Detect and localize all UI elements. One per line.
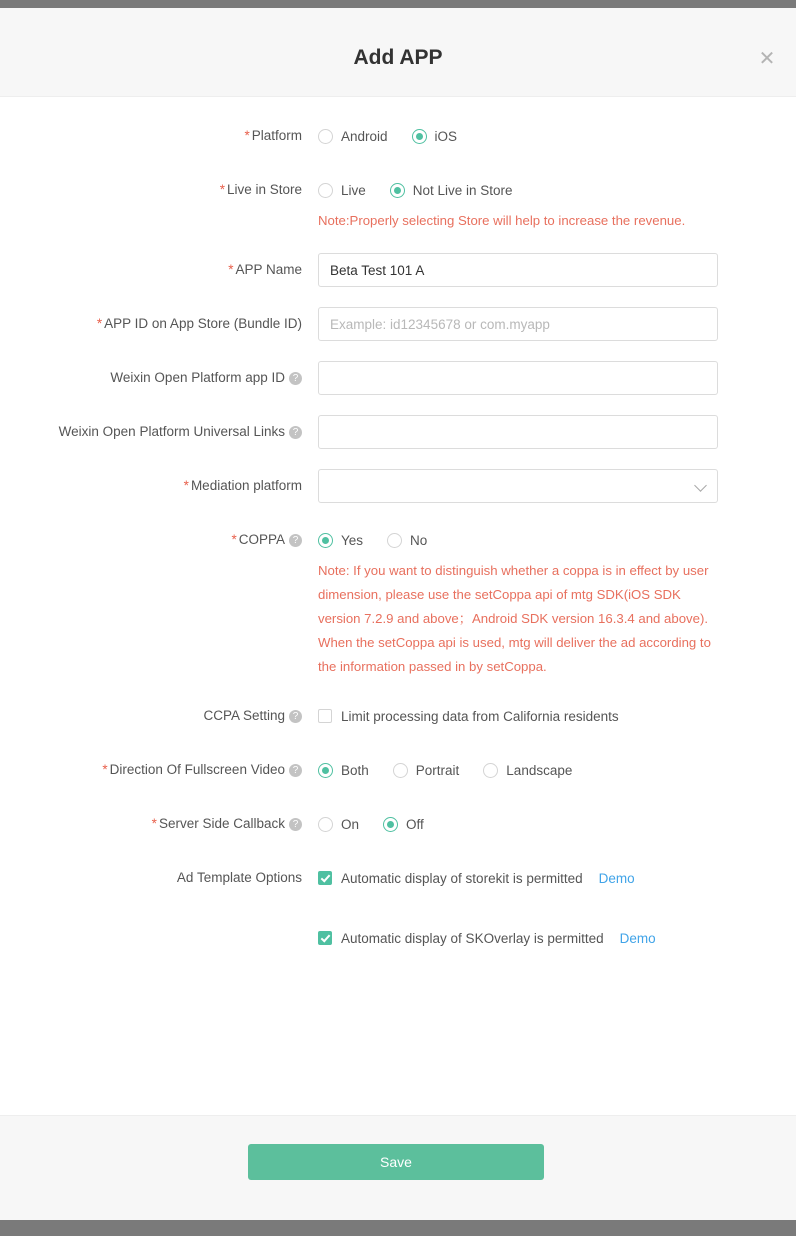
radio-icon [393, 763, 408, 778]
add-app-form [0, 97, 796, 1115]
field-row-live-in-store [0, 173, 736, 233]
add-app-modal [0, 8, 796, 1220]
required-marker: * [102, 762, 108, 777]
radio-coppa-yes[interactable] [318, 533, 363, 548]
modal-header [0, 8, 796, 97]
checkbox-icon-checked [318, 931, 332, 945]
checkbox-label: Automatic display of storekit is permitted [341, 870, 583, 886]
label-direction-fullscreen-video: * Direction Of Fullscreen Video ? [0, 753, 318, 787]
radio-label: Yes [341, 532, 364, 548]
browser-chrome-top [0, 0, 796, 8]
app-id-input[interactable] [318, 307, 718, 341]
chevron-down-icon [694, 479, 707, 492]
label-weixin-app-id: Weixin Open Platform app ID ? [0, 361, 318, 395]
radio-icon [318, 183, 333, 198]
field-row-server-side-callback [0, 807, 736, 841]
field-ccpa [318, 699, 736, 733]
radio-group-server-side-callback [318, 807, 736, 841]
field-row-platform [0, 119, 736, 153]
required-marker: * [151, 816, 157, 831]
checkbox-skoverlay[interactable] [318, 921, 736, 955]
save-button[interactable]: Save [248, 1144, 544, 1180]
radio-label: Off [406, 816, 424, 832]
radio-label: Portrait [415, 762, 460, 778]
note-coppa: Note: If you want to distinguish whether a coppa is in effect by user dimension, please use the setCoppa api of mtg SDK(iOS SDK version 7.2.9 and above；Android SDK version 16.3.4 and above). When the setCoppa api is used, mtg will deliver the ad according to the information passed in by setCoppa. [318, 563, 711, 674]
checkbox-icon-checked [318, 871, 332, 885]
radio-label: Live [341, 182, 366, 198]
field-row-ccpa [0, 699, 736, 733]
close-icon[interactable]: ✕ [758, 48, 776, 70]
field-row-weixin-app-id [0, 361, 736, 395]
radio-label: No [410, 532, 428, 548]
field-weixin-universal-links [318, 415, 736, 449]
required-marker: * [244, 128, 250, 143]
label-mediation-platform: * Mediation platform [183, 478, 302, 493]
checkbox-icon [318, 709, 332, 723]
label-server-side-callback: * Server Side Callback ? [0, 807, 318, 841]
mediation-platform-select[interactable] [318, 469, 718, 503]
required-marker: * [228, 262, 234, 277]
radio-group-coppa [318, 523, 736, 557]
radio-icon [318, 817, 333, 832]
radio-icon [483, 763, 498, 778]
radio-icon-selected [412, 129, 427, 144]
field-platform [318, 119, 736, 153]
field-direction-fullscreen-video [318, 753, 736, 787]
help-icon[interactable]: ? [289, 372, 302, 385]
required-marker: * [219, 182, 225, 197]
field-coppa [318, 523, 736, 679]
field-weixin-app-id [318, 361, 736, 395]
field-row-mediation-platform [0, 469, 736, 503]
label-ccpa: CCPA Setting ? [0, 699, 318, 733]
demo-link-storekit[interactable]: Demo [598, 870, 635, 886]
help-icon[interactable]: ? [289, 534, 302, 547]
radio-platform-ios[interactable] [412, 129, 458, 144]
radio-label: Landscape [506, 762, 573, 778]
label-ad-template-options: Ad Template Options [176, 870, 302, 885]
radio-icon [318, 129, 333, 144]
field-server-side-callback [318, 807, 736, 841]
label-live-in-store: * Live in Store [219, 182, 302, 197]
label-weixin-universal-links: Weixin Open Platform Universal Links ? [0, 415, 318, 449]
help-icon[interactable]: ? [289, 818, 302, 831]
radio-direction-landscape[interactable] [483, 763, 572, 778]
checkbox-storekit[interactable] [318, 861, 736, 895]
radio-group-live-in-store [318, 173, 736, 207]
radio-group-direction [318, 753, 736, 787]
radio-not-live-in-store[interactable] [390, 183, 513, 198]
weixin-app-id-input[interactable] [318, 361, 718, 395]
label-coppa: * COPPA ? [0, 523, 318, 557]
label-app-id: * APP ID on App Store (Bundle ID) [96, 316, 302, 331]
radio-icon-selected [390, 183, 405, 198]
field-mediation-platform [318, 469, 736, 503]
app-name-input[interactable] [318, 253, 718, 287]
field-row-app-name [0, 253, 736, 287]
field-row-weixin-universal-links [0, 415, 736, 449]
label-app-name: * APP Name [228, 262, 302, 277]
radio-platform-android[interactable] [318, 129, 388, 144]
radio-label: Android [341, 128, 388, 144]
radio-icon-selected [318, 763, 333, 778]
radio-callback-on[interactable] [318, 817, 359, 832]
field-row-app-id [0, 307, 736, 341]
required-marker: * [96, 316, 103, 331]
field-app-name [318, 253, 736, 287]
help-icon[interactable]: ? [289, 710, 302, 723]
required-marker: * [183, 478, 189, 493]
field-live-in-store [318, 173, 736, 233]
radio-live[interactable] [318, 183, 366, 198]
radio-callback-off[interactable] [383, 817, 424, 832]
required-marker: * [231, 532, 237, 547]
radio-coppa-no[interactable] [387, 533, 427, 548]
page-title: Add APP [353, 46, 443, 69]
radio-label: On [341, 816, 360, 832]
checkbox-label: Automatic display of SKOverlay is permitted [341, 930, 604, 946]
radio-icon [387, 533, 402, 548]
radio-group-platform [318, 119, 736, 153]
browser-chrome-bottom [0, 1220, 796, 1236]
radio-direction-portrait[interactable] [393, 763, 460, 778]
radio-label: Both [341, 762, 369, 778]
field-row-direction-fullscreen-video [0, 753, 736, 787]
checkbox-ccpa[interactable] [318, 699, 736, 733]
field-app-id [318, 307, 736, 341]
checkbox-label: Limit processing data from California residents [341, 708, 619, 724]
demo-link-skoverlay[interactable]: Demo [619, 930, 656, 946]
field-row-ad-template-options [0, 861, 736, 955]
radio-label: iOS [434, 128, 458, 144]
help-icon[interactable]: ? [289, 764, 302, 777]
help-icon[interactable]: ? [289, 426, 302, 439]
note-live-in-store: Note:Properly selecting Store will help to increase the revenue. [318, 213, 686, 228]
field-row-coppa [0, 523, 736, 679]
radio-label: Not Live in Store [412, 182, 513, 198]
field-ad-template-options [318, 861, 736, 955]
radio-direction-both[interactable] [318, 763, 369, 778]
radio-icon-selected [383, 817, 398, 832]
radio-icon-selected [318, 533, 333, 548]
modal-footer [0, 1115, 796, 1220]
weixin-universal-links-input[interactable] [318, 415, 718, 449]
label-platform: * Platform [244, 128, 302, 143]
